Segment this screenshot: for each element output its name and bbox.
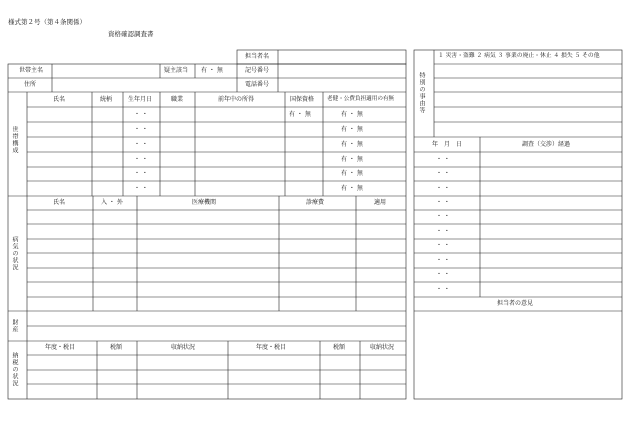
hh-row-kokuho: 有 ・ 無: [289, 111, 311, 118]
special-section-label: 特別の事由等: [418, 72, 425, 114]
iryo-gaito-value: 有 ・ 無: [201, 67, 223, 74]
jusho-label: 住所: [24, 81, 37, 88]
tax-section-label: 納税の状況: [11, 352, 18, 387]
survey-row-date: ・ ・: [436, 156, 450, 163]
hh-header-occupation: 職業: [171, 96, 184, 103]
survey-date-header: 年 月 日: [432, 141, 463, 148]
hh-header-birthdate: 生年月日: [128, 96, 153, 103]
tax-header-amount-2: 税額: [333, 344, 346, 351]
tax-header-status-2: 収納状況: [370, 344, 395, 351]
opinion-label: 担当者の意見: [497, 300, 534, 307]
il-header-apply: 適用: [374, 199, 387, 206]
tax-header-year-2: 年度・税目: [256, 344, 287, 351]
hh-row-roken: 有 ・ 無: [341, 156, 363, 163]
il-header-name: 氏名: [53, 199, 66, 206]
hh-row-date: ・ ・: [134, 185, 148, 192]
tax-header-status: 収納状況: [171, 344, 196, 351]
denwa-label: 電話番号: [245, 81, 270, 88]
survey-row-date: ・ ・: [436, 271, 450, 278]
hh-header-name: 氏名: [53, 96, 66, 103]
hh-row-roken: 有 ・ 無: [341, 126, 363, 133]
iryo-gaito-label: 疑主該当: [164, 67, 189, 74]
survey-row-date: ・ ・: [436, 185, 450, 192]
hh-header-relation: 続柄: [100, 96, 113, 103]
hh-header-kokuho: 国保資格: [290, 96, 315, 103]
illness-section-label: 病気の状況: [11, 236, 18, 271]
il-header-fee: 診療費: [306, 199, 325, 206]
hh-row-date: ・ ・: [134, 156, 148, 163]
household-section-label: 世帯構成: [11, 126, 18, 154]
survey-row-date: ・ ・: [436, 213, 450, 220]
il-header-institution: 医療機関: [192, 199, 217, 206]
hh-row-date: ・ ・: [134, 170, 148, 177]
hh-header-roken: 老健・公費負担適用の有無: [327, 96, 395, 102]
survey-progress-header: 調査（交渉）経過: [522, 141, 571, 148]
hh-row-date: ・ ・: [134, 126, 148, 133]
hh-row-roken: 有 ・ 無: [341, 141, 363, 148]
tantosha-label: 担当者名: [245, 53, 270, 60]
special-reasons: １ 災害・盗難 ２ 病気 ３ 事業の廃止・休止 ４ 損失 ５ その他: [438, 53, 600, 59]
form-number: 様式第２号（第４条関係）: [8, 18, 86, 26]
survey-row-date: ・ ・: [436, 257, 450, 264]
kigo-label: 記号番号: [245, 67, 270, 74]
survey-row-date: ・ ・: [436, 286, 450, 293]
survey-row-date: ・ ・: [436, 242, 450, 249]
hh-row-roken: 有 ・ 無: [341, 185, 363, 192]
page-title: 資格確認調査書: [108, 30, 154, 38]
survey-row-date: ・ ・: [436, 199, 450, 206]
il-header-inout: 入 ・ 外: [101, 199, 123, 206]
survey-row-date: ・ ・: [436, 170, 450, 177]
tax-header-year: 年度・税目: [45, 344, 76, 351]
setainushi-label: 世帯主名: [19, 67, 44, 74]
assets-section-label: 財産: [11, 319, 18, 333]
hh-row-date: ・ ・: [134, 111, 148, 118]
hh-row-roken: 有 ・ 無: [341, 170, 363, 177]
tax-header-amount: 税額: [110, 344, 123, 351]
hh-row-roken: 有 ・ 無: [341, 111, 363, 118]
hh-header-income: 前年中の所得: [218, 96, 255, 103]
hh-row-date: ・ ・: [134, 141, 148, 148]
survey-row-date: ・ ・: [436, 228, 450, 235]
